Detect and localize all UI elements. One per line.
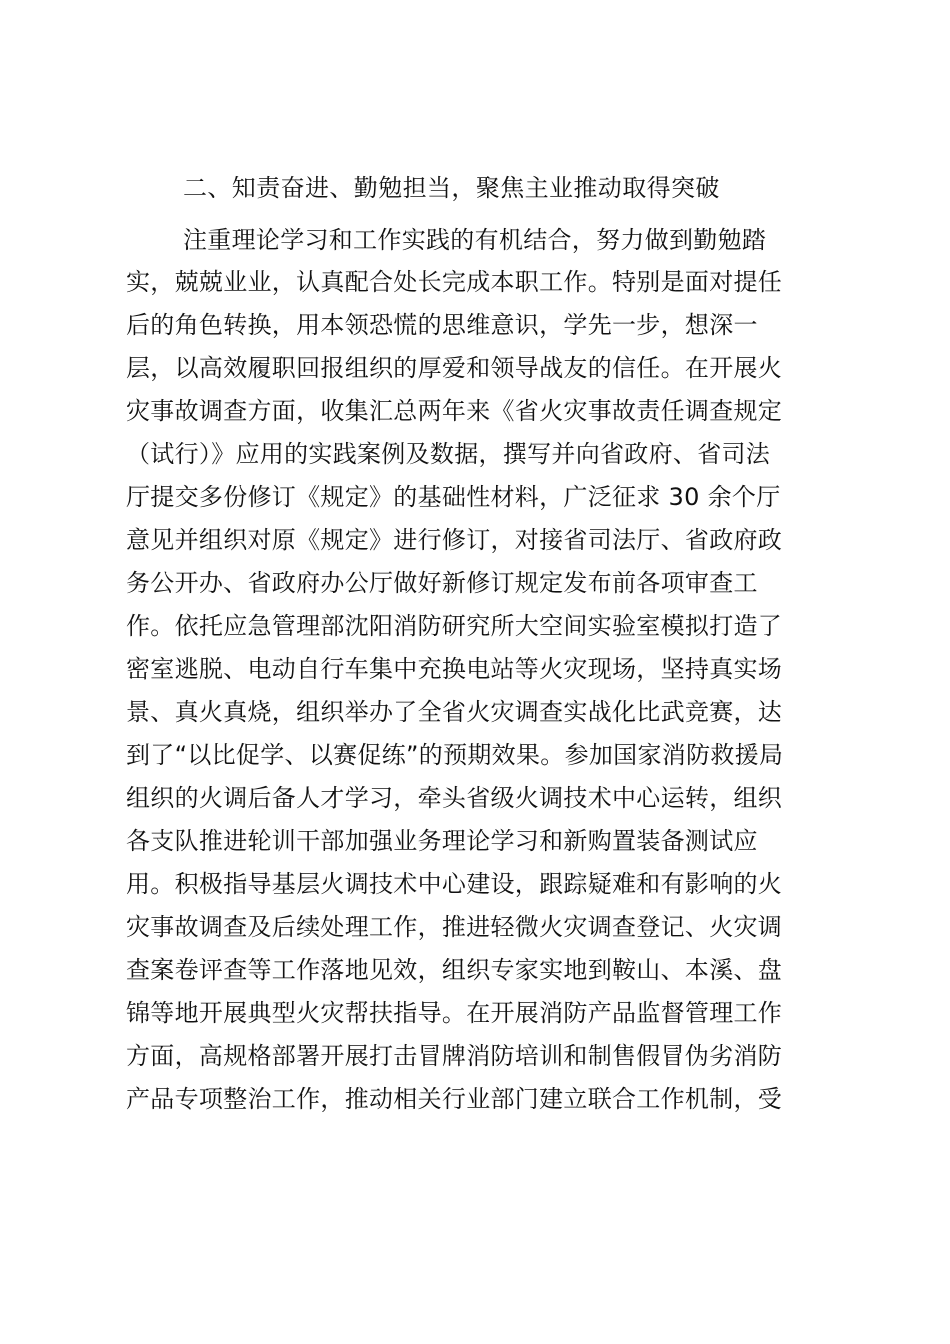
paragraph-line: 用。积极指导基层火调技术中心建设，跟踪疑难和有影响的火 bbox=[126, 870, 783, 898]
paragraph-line: 查案卷评查等工作落地见效，组织专家实地到鞍山、本溪、盘 bbox=[126, 956, 783, 984]
paragraph-line: 密室逃脱、电动自行车集中充换电站等火灾现场，坚持真实场 bbox=[126, 655, 783, 683]
paragraph-line: 各支队推进轮训干部加强业务理论学习和新购置装备测试应 bbox=[126, 827, 758, 855]
paragraph-line: 注重理论学习和工作实践的有机结合，努力做到勤勉踏 bbox=[183, 226, 767, 254]
paragraph-line: 作。依托应急管理部沈阳消防研究所大空间实验室模拟打造了 bbox=[126, 612, 783, 640]
paragraph-line: 方面，高规格部署开展打击冒牌消防培训和制售假冒伪劣消防 bbox=[126, 1042, 783, 1070]
paragraph-line: 厅提交多份修订《规定》的基础性材料，广泛征求 30 余个厅 bbox=[126, 483, 781, 511]
paragraph-line: 务公开办、省政府办公厅做好新修订规定发布前各项审查工 bbox=[126, 569, 758, 597]
section-heading: 二、知责奋进、勤勉担当，聚焦主业推动取得突破 bbox=[183, 174, 720, 202]
paragraph-line: 后的角色转换，用本领恐慌的思维意识，学先一步，想深一 bbox=[126, 311, 758, 339]
paragraph-line: 锦等地开展典型火灾帮扶指导。在开展消防产品监督管理工作 bbox=[126, 999, 783, 1027]
paragraph-line: 到了“以比促学、以赛促练”的预期效果。参加国家消防救援局 bbox=[126, 741, 784, 769]
paragraph-line: （试行）》应用的实践案例及数据，撰写并向省政府、省司法 bbox=[126, 440, 771, 468]
paragraph-line: 层，以高效履职回报组织的厚爱和领导战友的信任。在开展火 bbox=[126, 354, 783, 382]
paragraph-line: 灾事故调查及后续处理工作，推进轻微火灾调查登记、火灾调 bbox=[126, 913, 783, 941]
paragraph-line: 景、真火真烧，组织举办了全省火灾调查实战化比武竞赛，达 bbox=[126, 698, 783, 726]
paragraph-line: 产品专项整治工作，推动相关行业部门建立联合工作机制，受 bbox=[126, 1085, 783, 1113]
paragraph-line: 灾事故调查方面，收集汇总两年来《省火灾事故责任调查规定 bbox=[126, 397, 783, 425]
paragraph-line: 组织的火调后备人才学习，牵头省级火调技术中心运转，组织 bbox=[126, 784, 783, 812]
paragraph-line: 意见并组织对原《规定》进行修订，对接省司法厅、省政府政 bbox=[126, 526, 783, 554]
paragraph-line: 实，兢兢业业，认真配合处长完成本职工作。特别是面对提任 bbox=[126, 268, 783, 296]
